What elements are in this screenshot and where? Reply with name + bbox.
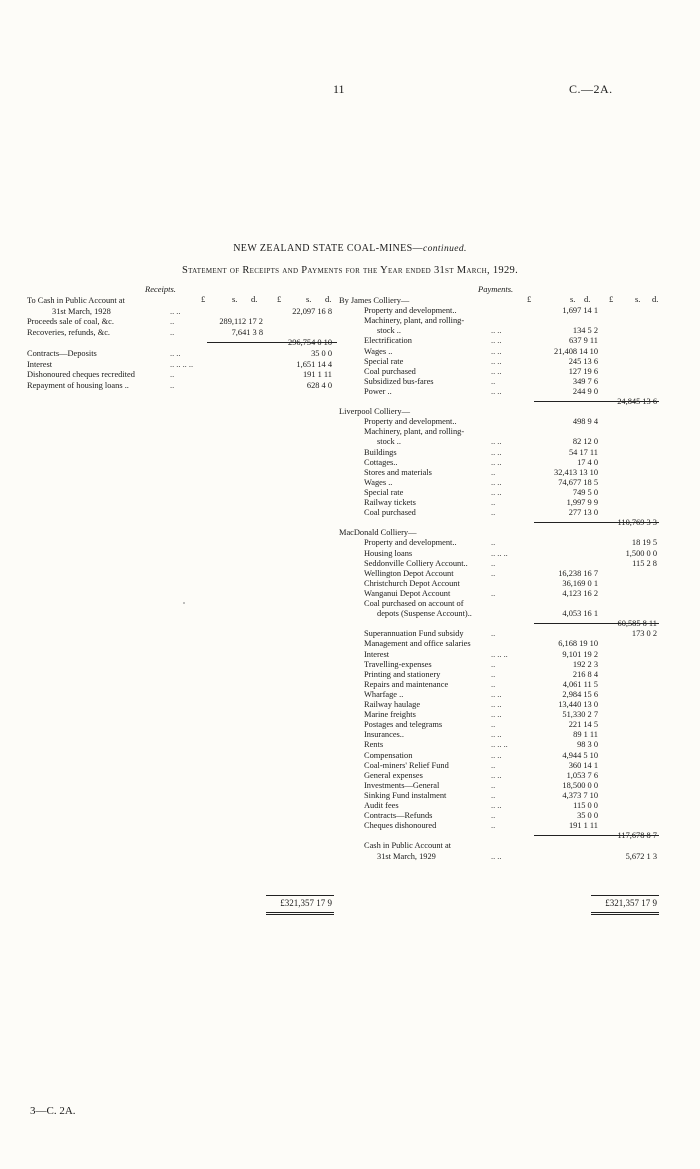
receipts-row-amount-total: 1,651 14 4 (296, 359, 332, 369)
payments-row-label: Coal-miners' Relief Fund (364, 760, 449, 770)
page-number: 11 (333, 82, 345, 96)
payments-row-leader: .. .. (491, 710, 502, 720)
receipts-grand-total: £321,357 17 9 (280, 898, 332, 908)
payments-row-leader: .. .. (491, 770, 502, 780)
payments-row (339, 700, 659, 710)
payments-row-label: Property and development.. (364, 306, 457, 316)
payments-row-amount-detail: 216 8 4 (572, 669, 598, 679)
payments-row-amount-detail: 36,169 0 1 (562, 578, 598, 588)
payments-subtotal-rule (534, 401, 659, 402)
payments-row-label: Travelling-expenses (364, 659, 432, 669)
payments-row-amount-detail: 21,408 14 10 (554, 346, 598, 356)
payments-row (339, 347, 659, 357)
payments-row-leader: .. (491, 780, 496, 790)
payments-row (339, 397, 659, 407)
payments-row-leader: .. .. (491, 447, 502, 457)
receipts-row (27, 317, 337, 327)
payments-row (339, 437, 659, 447)
payments-row-leader: .. (491, 629, 496, 639)
receipts-row-leader: .. (170, 327, 175, 337)
payments-row-label: Contracts—Refunds (364, 811, 433, 821)
receipts-row-amount-total: 22,097 16 8 (292, 306, 332, 316)
payments-row (339, 316, 659, 326)
receipts-row-amount-detail: 289,112 17 2 (219, 317, 263, 327)
payments-row-label: stock .. (377, 437, 401, 447)
receipts-row-leader: .. .. (170, 306, 181, 316)
receipts-row-amount-total: 296,754 0 10 (288, 338, 332, 348)
receipts-row-amount-total: 191 1 11 (302, 370, 332, 380)
payments-row (339, 538, 659, 548)
receipts-row-amount-total: 628 4 0 (306, 380, 332, 390)
payments-row-amount-detail: 127 19 6 (568, 366, 598, 376)
payments-row-label: Wharfage .. (364, 689, 404, 699)
payments-row-amount-detail: 89 1 11 (573, 730, 598, 740)
payments-row-leader: .. (491, 821, 496, 831)
payments-row-leader: .. (491, 498, 496, 507)
receipts-row (27, 307, 337, 317)
receipts-row-label: To Cash in Public Account at (27, 296, 125, 305)
payments-row-leader: .. (491, 659, 496, 669)
payments-row (339, 559, 659, 569)
payments-row-amount-detail: 244 9 0 (572, 386, 598, 396)
receipts-row-leader: .. (170, 370, 175, 380)
payments-row (339, 488, 659, 498)
title-main: NEW ZEALAND STATE COAL-MINES— (233, 243, 423, 254)
payments-row-amount-total: 24,845 13 6 (617, 397, 657, 406)
payments-row-leader: .. .. (491, 487, 502, 497)
payments-row (339, 751, 659, 761)
payments-row-label: Rents (364, 740, 384, 750)
payments-row-label: Liverpool Colliery— (339, 407, 410, 417)
receipts-row (27, 296, 337, 306)
receipts-row-label: Contracts—Deposits (27, 349, 97, 358)
payments-row-leader: .. .. (491, 689, 502, 699)
payments-row-label: Railway tickets (364, 498, 416, 507)
payments-row-amount-detail: 637 9 11 (568, 336, 598, 346)
payments-row (339, 468, 659, 478)
payments-total-top-rule (591, 895, 659, 896)
payments-total-double-rule-1 (591, 912, 659, 913)
payments-row-leader: .. (491, 376, 496, 386)
receipts-col-l1: £ (201, 294, 206, 304)
page-footer: 3—C. 2A. (30, 1105, 76, 1117)
payments-row-amount-detail: 192 2 3 (572, 659, 598, 669)
payments-row-leader: .. (491, 669, 496, 679)
payments-row (339, 609, 659, 619)
payments-row-amount-detail: 4,053 16 1 (562, 609, 598, 619)
payments-row-amount-detail: 277 13 0 (568, 508, 598, 518)
payments-row (339, 680, 659, 690)
payments-subtotal-rule (534, 522, 659, 523)
payments-row-amount-detail: 18,500 0 0 (562, 780, 598, 790)
payments-row-label: Subsidized bus-fares (364, 376, 434, 386)
payments-row-amount-detail: 349 7 6 (572, 376, 598, 386)
payments-row-leader: .. (491, 679, 496, 689)
payments-row-amount-detail: 4,373 7 10 (562, 790, 598, 800)
payments-row-leader: .. (491, 760, 496, 770)
payments-row (339, 639, 659, 649)
payments-row-leader: .. .. (491, 801, 502, 810)
payments-row (339, 367, 659, 377)
payments-col-l1: £ (527, 294, 532, 304)
payments-row (339, 579, 659, 589)
payments-row (339, 306, 659, 316)
payments-row (339, 569, 659, 579)
payments-heading: Payments. (478, 284, 514, 294)
payments-total-double-rule-2 (591, 914, 659, 915)
payments-row-leader: .. (491, 558, 496, 568)
payments-row-label: Housing loans (364, 548, 413, 558)
payments-row-amount-detail: 74,677 18 5 (558, 477, 598, 487)
payments-row-label: Electrification (364, 336, 412, 346)
payments-row-amount-detail: 2,984 15 6 (562, 689, 598, 699)
payments-row-leader: .. .. (491, 851, 502, 861)
payments-row-leader: .. (491, 811, 496, 821)
title-continued: continued. (422, 244, 467, 254)
payments-row-label: Stores and materials (364, 467, 432, 477)
payments-row (339, 730, 659, 740)
payments-subtotal-rule (534, 623, 659, 624)
payments-row-leader: .. .. (491, 386, 502, 396)
payments-row-label: Investments—General (364, 780, 440, 790)
payments-row (339, 448, 659, 458)
payments-row-label: Printing and stationery (364, 669, 441, 679)
payments-row-amount-detail: 32,413 13 10 (554, 467, 598, 477)
payments-row-amount-detail: 191 1 11 (568, 821, 598, 831)
payments-row (339, 549, 659, 559)
payments-row-label: Compensation (364, 750, 413, 760)
payments-row-leader: .. (491, 538, 496, 548)
payments-row-label: Management and office salaries (364, 639, 471, 649)
receipts-row-amount-detail: 7,641 3 8 (231, 327, 263, 337)
payments-row (339, 407, 659, 417)
payments-row-leader: .. .. (491, 366, 502, 376)
payments-row-label: General expenses (364, 770, 423, 780)
payments-row-label: Machinery, plant, and rolling- (364, 316, 465, 326)
payments-row-leader: .. .. .. (491, 649, 508, 659)
payments-row-amount-detail: 4,944 5 10 (562, 750, 598, 760)
payments-row-amount-detail: 51,330 2 7 (562, 710, 598, 720)
payments-row (339, 831, 659, 841)
receipts-total-double-rule-1 (266, 912, 334, 913)
payments-row (339, 518, 659, 528)
payments-row (339, 852, 659, 862)
receipts-heading: Receipts. (145, 284, 176, 294)
receipts-total-top-rule (266, 895, 334, 896)
receipts-col-s1: s. (232, 294, 238, 304)
payments-row (339, 791, 659, 801)
payments-row-leader: .. .. (491, 336, 502, 346)
payments-row-label: stock .. (377, 326, 401, 336)
payments-row-label: Buildings (364, 447, 397, 457)
payments-row-label: depots (Suspense Account).. (377, 609, 472, 619)
payments-row (339, 478, 659, 488)
payments-row-label: Insurances.. (364, 730, 404, 740)
receipts-row-leader: .. (170, 380, 175, 390)
payments-row-amount-detail: 1,697 14 1 (562, 306, 598, 316)
payments-row (339, 427, 659, 437)
payments-row-label: Wanganui Depot Account (364, 588, 451, 598)
payments-row-amount-detail: 9,101 19 2 (562, 649, 598, 659)
receipts-row (27, 328, 337, 338)
payments-row-label: Christchurch Depot Account (364, 578, 460, 588)
payments-row-leader: .. .. (491, 730, 502, 740)
payments-row (339, 589, 659, 599)
receipts-row-amount-total: 35 0 0 (311, 349, 332, 358)
payments-row-leader: .. .. (491, 457, 502, 467)
payments-row-amount-detail: 98 3 0 (577, 740, 598, 750)
payments-row-amount-detail: 16,238 16 7 (558, 568, 598, 578)
payments-row (339, 821, 659, 831)
payments-col-s1: s. (570, 294, 576, 304)
payments-row (339, 781, 659, 791)
payments-row (339, 458, 659, 468)
receipts-col-d1: d. (251, 294, 258, 304)
payments-row-label: By James Colliery— (339, 296, 410, 305)
receipts-row-label: Dishonoured cheques recredited (27, 370, 135, 380)
payments-row-label: Property and development.. (364, 538, 457, 548)
payments-row-amount-total: 110,769 3 3 (617, 518, 657, 528)
payments-row (339, 660, 659, 670)
receipts-row-leader: .. (170, 317, 175, 327)
payments-row-label: Postages and telegrams (364, 720, 443, 730)
payments-row-leader: .. (491, 467, 496, 477)
receipts-col-l2: £ (277, 294, 282, 304)
payments-row-amount-detail: 1,997 9 9 (566, 498, 598, 507)
payments-row-label: Audit fees (364, 801, 399, 810)
payments-row-amount-detail: 245 13 6 (568, 356, 598, 366)
receipts-row-label: Recoveries, refunds, &c. (27, 327, 111, 337)
payments-row (339, 740, 659, 750)
payments-row-leader: .. (491, 720, 496, 730)
payments-row (339, 720, 659, 730)
payments-row-amount-detail: 498 9 4 (572, 417, 598, 427)
payments-row-label: MacDonald Colliery— (339, 528, 417, 538)
payments-row-amount-total: 115 2 8 (632, 558, 657, 568)
receipts-row (27, 349, 337, 359)
receipts-row (27, 338, 337, 348)
receipts-row-label: Interest (27, 359, 53, 369)
receipts-row-label: 31st March, 1928 (52, 306, 111, 316)
payments-row (339, 377, 659, 387)
payments-row-label: 31st March, 1929 (377, 851, 436, 861)
payments-row (339, 498, 659, 508)
payments-col-s2: s. (635, 294, 641, 304)
receipts-col-s2: s. (306, 294, 312, 304)
payments-row-label: Interest (364, 649, 390, 659)
payments-row-label: Coal purchased (364, 366, 416, 376)
payments-row-amount-total: 173 0 2 (631, 629, 657, 639)
payments-row-leader: .. .. (491, 326, 502, 336)
payments-row-amount-total: 18 19 5 (631, 538, 657, 548)
receipts-row-label: Repayment of housing loans .. (27, 380, 129, 390)
payments-row-label: Seddonville Colliery Account.. (364, 558, 468, 568)
payments-grand-total: £321,357 17 9 (605, 898, 657, 908)
payments-col-l2: £ (609, 294, 614, 304)
payments-row-amount-total: 117,678 8 7 (617, 831, 657, 841)
receipts-row (27, 370, 337, 380)
payments-row-amount-detail: 13,440 13 0 (558, 700, 598, 709)
payments-row (339, 357, 659, 367)
payments-row-leader: .. .. (491, 356, 502, 366)
statement-subtitle: Statement of Receipts and Payments for the Year ended 31st March, 1929. (182, 265, 518, 276)
payments-row-label: Cash in Public Account at (364, 841, 451, 851)
paper-speck (183, 602, 185, 604)
payments-row (339, 528, 659, 538)
payments-row-leader: .. (491, 588, 496, 598)
payments-row-label: Property and development.. (364, 417, 457, 427)
payments-row-leader: .. (491, 790, 496, 800)
payments-row-leader: .. (491, 508, 496, 518)
payments-row-amount-detail: 115 0 0 (573, 801, 598, 810)
payments-row-leader: .. .. (491, 700, 502, 709)
payments-row (339, 326, 659, 336)
payments-row-label: Marine freights (364, 710, 416, 720)
payments-row (339, 619, 659, 629)
payments-row-label: Cheques dishonoured (364, 821, 437, 831)
payments-row-label: Coal purchased (364, 508, 416, 518)
payments-row-amount-detail: 4,123 16 2 (562, 588, 598, 598)
payments-row (339, 599, 659, 609)
payments-row-amount-detail: 134 5 2 (572, 326, 598, 336)
payments-row-amount-detail: 82 12 0 (572, 437, 598, 447)
payments-col-d2: d. (652, 294, 659, 304)
payments-col-d1: d. (584, 294, 591, 304)
payments-row-leader: .. .. (491, 346, 502, 356)
payments-row-label: Wellington Depot Account (364, 568, 454, 578)
payments-row (339, 710, 659, 720)
payments-row-label: Cottages.. (364, 457, 398, 467)
payments-row (339, 670, 659, 680)
payments-row-leader: .. .. (491, 477, 502, 487)
payments-row-amount-total: 60,585 8 11 (617, 619, 657, 629)
receipts-col-d2: d. (325, 294, 332, 304)
document-title (0, 243, 700, 254)
payments-row-amount-total: 5,672 1 3 (625, 851, 657, 861)
payments-row-label: Sinking Fund instalment (364, 790, 447, 800)
payments-row-label: Repairs and maintenance (364, 679, 449, 689)
payments-row (339, 508, 659, 518)
payments-row (339, 801, 659, 811)
payments-row (339, 296, 659, 306)
receipts-row (27, 381, 337, 391)
payments-row-amount-total: 1,500 0 0 (625, 548, 657, 558)
payments-row-label: Special rate (364, 356, 404, 366)
payments-row-amount-detail: 17 4 0 (577, 457, 598, 467)
receipts-row-leader: .. .. .. .. (170, 359, 194, 369)
receipts-subtotal-rule (207, 342, 337, 343)
payments-row-amount-detail: 360 14 1 (568, 760, 598, 770)
payments-row-label: Wages .. (364, 477, 393, 487)
payments-row-label: Coal purchased on account of (364, 599, 464, 608)
document-reference: C.—2A. (569, 82, 613, 96)
payments-row-leader: .. (491, 568, 496, 578)
payments-row (339, 417, 659, 427)
payments-row (339, 336, 659, 346)
payments-row (339, 387, 659, 397)
payments-row-amount-detail: 1,053 7 6 (566, 770, 598, 780)
payments-row (339, 690, 659, 700)
payments-row-label: Wages .. (364, 346, 393, 356)
receipts-row-leader: .. .. (170, 349, 181, 358)
payments-row-leader: .. .. (491, 437, 502, 447)
payments-row-label: Special rate (364, 487, 404, 497)
payments-row (339, 771, 659, 781)
payments-row-label: Superannuation Fund subsidy (364, 629, 464, 639)
payments-row (339, 650, 659, 660)
payments-row (339, 761, 659, 771)
payments-row-amount-detail: 54 17 11 (568, 447, 598, 457)
payments-row-leader: .. .. .. (491, 740, 508, 750)
payments-row-leader: .. .. (491, 750, 502, 760)
payments-row-label: Machinery, plant, and rolling- (364, 427, 465, 437)
payments-row-amount-detail: 221 14 5 (568, 720, 598, 730)
payments-row (339, 811, 659, 821)
receipts-row-label: Proceeds sale of coal, &c. (27, 317, 114, 327)
payments-row-leader: .. .. .. (491, 548, 508, 558)
payments-row-amount-detail: 749 5 0 (572, 487, 598, 497)
payments-row-label: Power .. (364, 386, 392, 396)
payments-row (339, 841, 659, 851)
payments-row-amount-detail: 6,168 19 10 (558, 639, 598, 649)
payments-subtotal-rule (534, 835, 659, 836)
payments-row-amount-detail: 35 0 0 (577, 811, 598, 821)
payments-row (339, 629, 659, 639)
receipts-total-double-rule-2 (266, 914, 334, 915)
payments-row-amount-detail: 4,061 11 5 (562, 679, 598, 689)
receipts-row (27, 360, 337, 370)
payments-row-label: Railway haulage (364, 700, 421, 709)
